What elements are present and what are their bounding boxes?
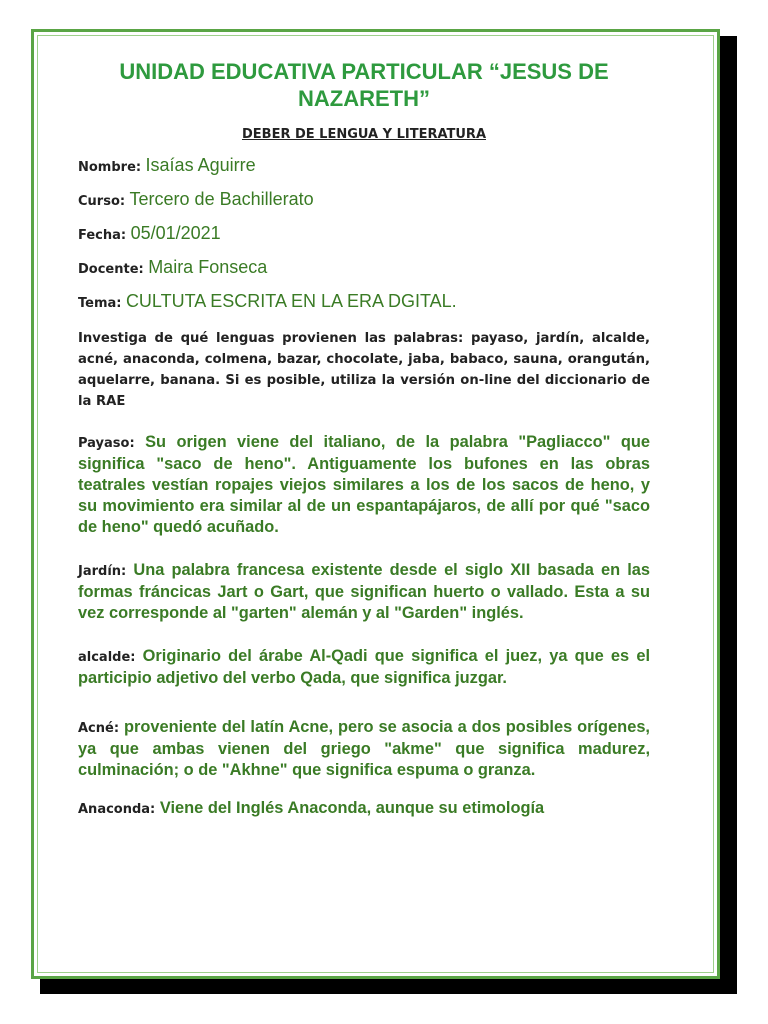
field-docente	[78, 256, 650, 290]
entry-text: Su origen viene del italiano, de la palabra "Pagliacco" que significa "saco de heno". Antiguamente los bufones en las obras teatrales vestían ropajes viejos similares a los de los sacos de heno, y su movimiento era similar al de un espantapájaros, de allí por qué "saco de heno" quedó acuñado.	[78, 433, 650, 536]
assignment-instructions: Investiga de qué lenguas provienen las palabras: payaso, jardín, alcalde, acné, anaconda, colmena, bazar, chocolate, jaba, babaco, sauna, orangután, aquelarre, banana. Si es posible, utiliza la versión on-line del diccionario de la RAE	[78, 331, 650, 409]
field-label: Tema:	[78, 296, 122, 311]
field-label: Fecha:	[78, 228, 127, 243]
field-value: 05/01/2021	[130, 223, 221, 243]
assignment-subject: DEBER DE LENGUA Y LITERATURA	[241, 127, 487, 142]
entry-anaconda	[78, 798, 650, 820]
field-tema	[78, 290, 650, 324]
field-label: Nombre:	[78, 160, 142, 175]
entry-label: Anaconda:	[78, 802, 156, 817]
entry-payaso	[78, 432, 650, 538]
entry-text: proveniente del latín Acne, pero se asocia a dos posibles orígenes, ya que ambas vienen del griego "akme" que significa madurez, culminación; o de "Akhne" que significa espuma o granza.	[78, 718, 650, 779]
field-value: Isaías Aguirre	[145, 155, 256, 175]
field-label: Curso:	[78, 194, 126, 209]
entry-label: Payaso:	[78, 436, 135, 451]
entry-label: alcalde:	[78, 650, 136, 665]
entry-text: Viene del Inglés Anaconda, aunque su etimología	[159, 799, 545, 817]
entry-label: Acné:	[78, 721, 120, 736]
field-value: CULTUTA ESCRITA EN LA ERA DGITAL.	[125, 291, 457, 311]
entry-label: Jardín:	[78, 564, 127, 579]
field-value: Tercero de Bachillerato	[129, 189, 314, 209]
field-fecha	[78, 222, 650, 256]
entry-alcalde	[78, 646, 650, 689]
entry-text: Originario del árabe Al-Qadi que significa el juez, ya que es el participio adjetivo del verbo Qada, que significa juzgar.	[78, 647, 650, 687]
field-nombre	[78, 154, 650, 188]
document-content	[78, 56, 650, 820]
entry-acne	[78, 717, 650, 781]
entry-jardin	[78, 560, 650, 624]
school-title: UNIDAD EDUCATIVA PARTICULAR “JESUS DE NAZARETH”	[119, 59, 609, 111]
entry-text: Una palabra francesa existente desde el siglo XII basada en las formas fráncicas Jart o Gart, que significan huerto o vallado. Esta a su vez corresponde al "garten" alemán y al "Garden" inglés.	[78, 561, 650, 622]
field-value: Maira Fonseca	[148, 257, 268, 277]
field-curso	[78, 188, 650, 222]
field-label: Docente:	[78, 262, 144, 277]
